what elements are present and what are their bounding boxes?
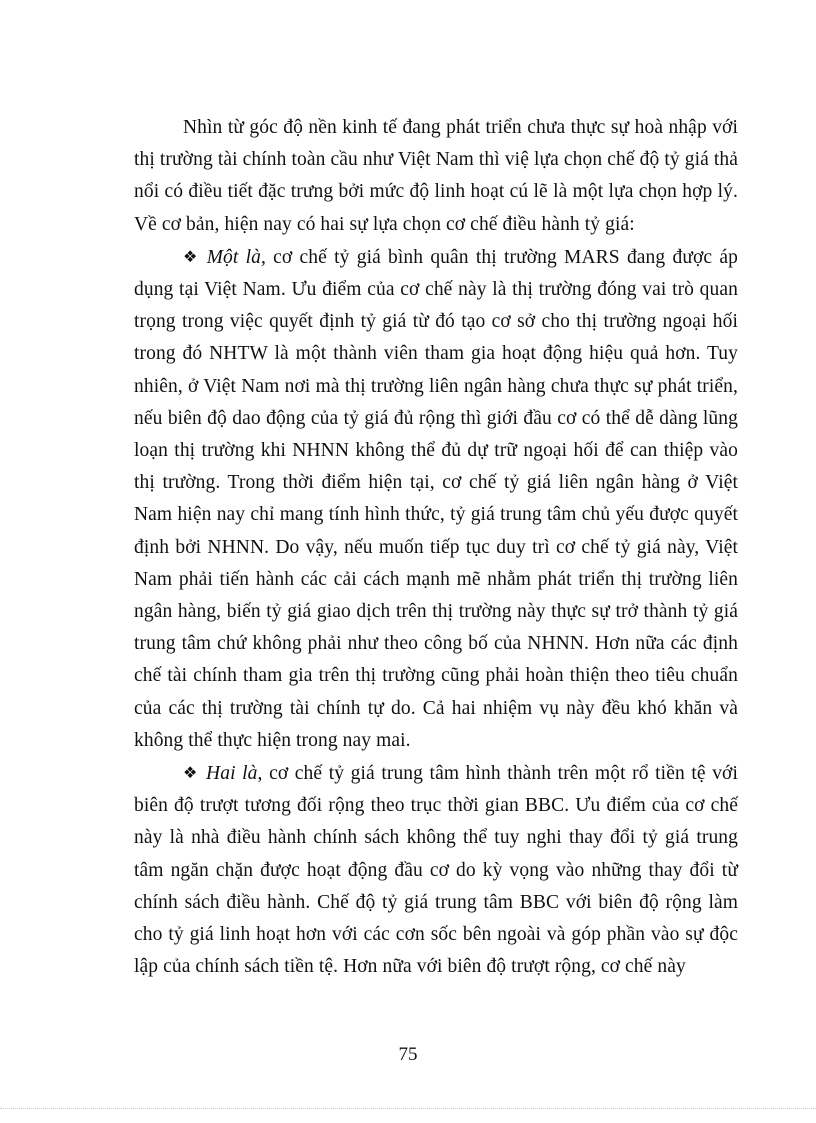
option-one-lead: Một là: [206, 246, 261, 268]
body-text: [134, 112, 738, 983]
option-one-text: , cơ chế tỷ giá bình quân thị trường MARS đang được áp dụng tại Việt Nam. Ưu điểm của cơ chế này là thị trường đóng vai trò quan trọng trong việc quyết định tỷ giá từ đó tạo cơ sở cho thị trường ngoại hối trong đó NHTW là một thành viên tham gia hoạt động hiệu quả hơn. Tuy nhiên, ở Việt Nam nơi mà thị trường liên ngân hàng chưa thực sự phát triển, nếu biên độ dao động của tỷ giá đủ rộng thì giới đầu cơ có thể dễ dàng lũng loạn thị trường khi NHNN không thể đủ dự trữ ngoại hối để can thiệp vào thị trường. Trong thời điểm hiện tại, cơ chế tỷ giá liên ngân hàng ở Việt Nam hiện nay chỉ mang tính hình thức, tỷ giá trung tâm chủ yếu được quyết định bởi NHNN. Do vậy, nếu muốn tiếp tục duy trì cơ chế tỷ giá này, Việt Nam phải tiến hành các cải cách mạnh mẽ nhằm phát triển thị trường liên ngân hàng, biến tỷ giá giao dịch trên thị trường này thực sự trở thành tỷ giá trung tâm chứ không phải như theo công bố của NHNN. Hơn nữa các định chế tài chính tham gia trên thị trường cũng phải hoàn thiện theo tiêu chuẩn của các thị trường tài chính tự do. Cả hai nhiệm vụ này đều khó khăn và không thể thực hiện trong nay mai.: [134, 246, 738, 751]
paragraph-option-two: [134, 757, 738, 983]
option-two-lead: Hai là: [206, 763, 258, 785]
diamond-bullet-icon: ❖: [183, 763, 200, 783]
diamond-bullet-icon: ❖: [183, 246, 200, 266]
option-two-text: , cơ chế tỷ giá trung tâm hình thành trên một rổ tiền tệ với biên độ trượt tương đối rộng theo trục thời gian BBC. Ưu điểm của cơ chế này là nhà điều hành chính sách không thể tuy nghi thay đổi tỷ giá trung tâm ngăn chặn được hoạt động đầu cơ do kỳ vọng vào những thay đổi từ chính sách điều hành. Chế độ tỷ giá trung tâm BBC với biên độ rộng làm cho tỷ giá linh hoạt hơn với các cơn sốc bên ngoài và góp phần vào sự độc lập của chính sách tiền tệ. Hơn nữa với biên độ trượt rộng, cơ chế này: [134, 763, 738, 978]
page-number: 75: [398, 1044, 418, 1065]
paragraph-intro: Nhìn từ góc độ nền kinh tế đang phát triển chưa thực sự hoà nhập với thị trường tài chính toàn cầu như Việt Nam thì việ lựa chọn chế độ tỷ giá thả nổi có điều tiết đặc trưng bởi mức độ linh hoạt cú lẽ là một lựa chọn hợp lý. Về cơ bản, hiện nay có hai sự lựa chọn cơ chế điều hành tỷ giá:: [134, 117, 738, 235]
paragraph-option-one: [134, 241, 738, 757]
page-bottom-divider: [0, 1108, 816, 1109]
